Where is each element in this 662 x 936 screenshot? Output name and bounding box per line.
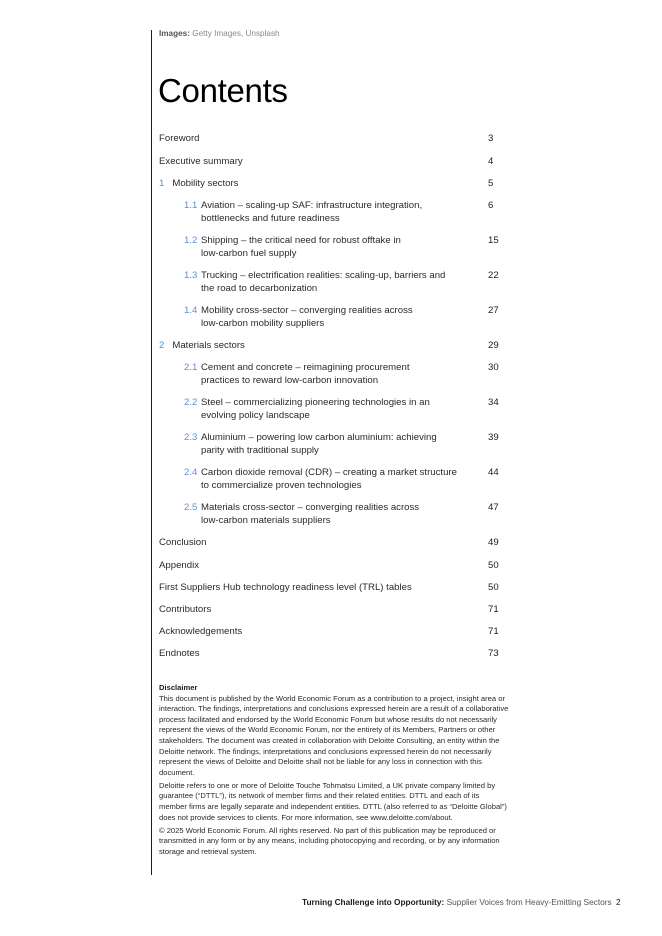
toc-section-number: 1.1	[184, 200, 198, 211]
toc-label-line2: evolving policy landscape	[201, 410, 310, 421]
toc-page-number: 3	[488, 133, 494, 144]
toc-page-number: 71	[488, 604, 499, 615]
toc-entry-contributors[interactable]	[159, 603, 504, 616]
toc-label-line1: Shipping – the critical need for robust offtake in	[201, 235, 401, 246]
toc-label: Executive summary	[159, 156, 243, 167]
toc-label: Materials sectors	[172, 340, 245, 351]
image-credits-label: Images:	[159, 29, 190, 38]
disclaimer-heading: Disclaimer	[159, 683, 198, 692]
toc-label-line1: Carbon dioxide removal (CDR) – creating a market structure	[201, 467, 457, 478]
page-number: 2	[616, 897, 621, 907]
toc-entry-trl-tables[interactable]	[159, 581, 504, 594]
toc-label-line1: Trucking – electrification realities: scaling-up, barriers and	[201, 270, 446, 281]
toc-entry-conclusion[interactable]	[159, 536, 504, 549]
disclaimer-paragraph: This document is published by the World Economic Forum as a contribution to a project, insight area or interaction. The findings, interpretations and conclusions expressed herein are a result of a collaborative process facilitated and endorsed by the World Economic Forum but whose results do not necessarily represent the views of the World Economic Forum, nor the entirety of its Members, Partners or other stakeholders. The document was created in collaboration with Deloitte Consulting, an entity within the Deloitte network. The findings, interpretations and conclusions expressed herein do not necessarily represent the views of Deloitte and Deloitte shall not be liable for any loss in connection with this document.	[159, 693, 509, 777]
toc-label: Foreword	[159, 133, 200, 144]
toc-section-number: 2	[159, 340, 165, 351]
vertical-rule	[151, 30, 152, 875]
footer-title: Turning Challenge into Opportunity:	[302, 897, 445, 907]
toc-section-number: 2.2	[184, 397, 198, 408]
toc-page-number: 22	[488, 270, 499, 281]
toc-label-line1: Mobility cross-sector – converging realities across	[201, 305, 413, 316]
toc-label-line2: low-carbon fuel supply	[201, 248, 297, 259]
toc-label: Conclusion	[159, 537, 207, 548]
toc-page-number: 39	[488, 432, 499, 443]
toc-section-number: 1	[159, 178, 165, 189]
toc-label-line1: Aviation – scaling-up SAF: infrastructure integration,	[201, 200, 423, 211]
toc-page-number: 30	[488, 362, 499, 373]
toc-page-number: 5	[488, 178, 494, 189]
toc-section-number: 2.1	[184, 362, 198, 373]
toc-label-line1: Steel – commercializing pioneering technologies in an	[201, 397, 430, 408]
toc-entry-executive-summary[interactable]	[159, 155, 504, 168]
page-title: Contents	[158, 72, 288, 109]
toc-page-number: 29	[488, 340, 499, 351]
toc-section-number: 2.4	[184, 467, 198, 478]
toc-label: Acknowledgements	[159, 626, 243, 637]
toc-entry-mobility-sectors[interactable]	[159, 177, 504, 190]
toc-label: Mobility sectors	[172, 178, 239, 189]
image-credits-value: Getty Images, Unsplash	[192, 29, 280, 38]
toc-label-line1: Materials cross-sector – converging realities across	[201, 502, 420, 513]
toc-label-line2: the road to decarbonization	[201, 283, 318, 294]
toc-page-number: 50	[488, 582, 499, 593]
toc-page-number: 71	[488, 626, 499, 637]
toc-label: Appendix	[159, 560, 200, 571]
toc-page-number: 73	[488, 648, 499, 659]
toc-section-number: 1.4	[184, 305, 198, 316]
toc-section-number: 2.5	[184, 502, 198, 513]
toc-label-line2: bottlenecks and future readiness	[201, 213, 340, 224]
deloitte-paragraph: Deloitte refers to one or more of Deloitte Touche Tohmatsu Limited, a UK private company limited by guarantee (“DTTL”), its network of member firms and their related entities. DTTL and each of its member firms are legally separate and independent entities. DTTL (also referred to as “Deloitte Global”) does not provide services to clients. For more information, see www.deloitte.com/about.	[159, 780, 507, 822]
toc-page-number: 34	[488, 397, 499, 408]
footer-report-title	[302, 897, 612, 907]
toc-label: Endnotes	[159, 648, 200, 659]
toc-label-line2: to commercialize proven technologies	[201, 480, 362, 491]
toc-label-line2: low-carbon materials suppliers	[201, 515, 331, 526]
image-credits	[159, 29, 280, 38]
copyright-paragraph: © 2025 World Economic Forum. All rights reserved. No part of this publication may be reproduced or transmitted in any form or by any means, including photocopying and recording, or by any information storage and retrieval system.	[159, 825, 500, 856]
toc-entry-materials-sectors[interactable]	[159, 339, 504, 352]
toc-entry-acknowledgements[interactable]	[159, 625, 504, 638]
toc-entry-appendix[interactable]	[159, 559, 504, 572]
toc-label-line1: Cement and concrete – reimagining procurement	[201, 362, 410, 373]
toc-page-number: 44	[488, 467, 499, 478]
toc-entry-foreword[interactable]	[159, 132, 504, 145]
toc-entry-endnotes[interactable]	[159, 647, 504, 660]
footer-subtitle: Supplier Voices from Heavy-Emitting Sectors	[446, 897, 612, 907]
toc-page-number: 50	[488, 560, 499, 571]
toc-section-number: 1.3	[184, 270, 198, 281]
toc-section-number: 1.2	[184, 235, 198, 246]
toc-label-line2: low-carbon mobility suppliers	[201, 318, 325, 329]
toc-label-line1: Aluminium – powering low carbon aluminium: achieving	[201, 432, 437, 443]
toc-section-number: 2.3	[184, 432, 198, 443]
toc-page-number: 15	[488, 235, 499, 246]
toc-page-number: 4	[488, 156, 494, 167]
toc-page-number: 27	[488, 305, 499, 316]
disclaimer	[159, 683, 509, 860]
toc-label-line2: parity with traditional supply	[201, 445, 319, 456]
toc-page-number: 6	[488, 200, 494, 211]
toc-label: First Suppliers Hub technology readiness level (TRL) tables	[159, 582, 412, 593]
toc-label: Contributors	[159, 604, 212, 615]
toc-page-number: 47	[488, 502, 499, 513]
toc-label-line2: practices to reward low-carbon innovation	[201, 375, 379, 386]
toc-page-number: 49	[488, 537, 499, 548]
